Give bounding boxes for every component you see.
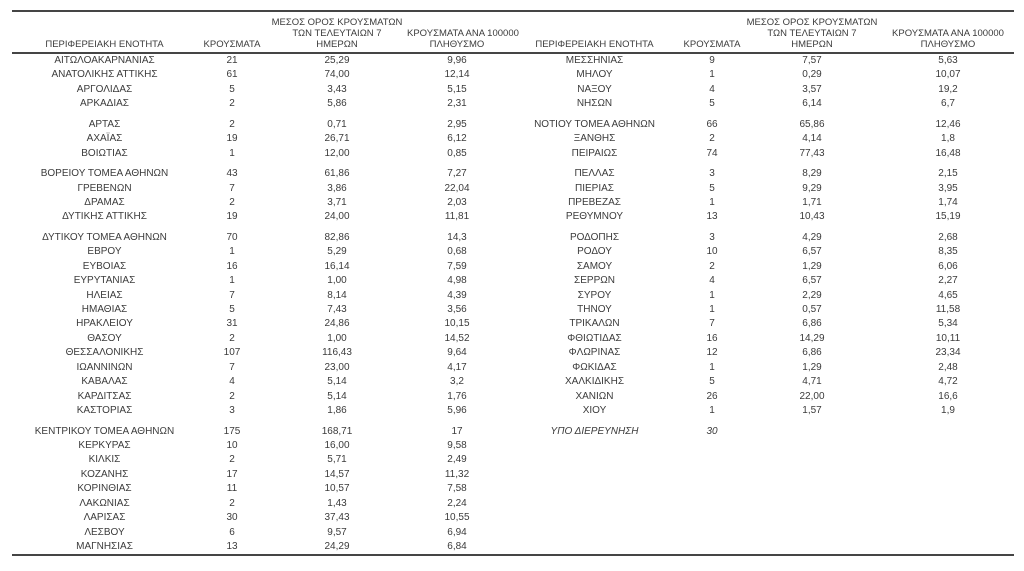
region-cell: ΒΟΙΩΤΙΑΣ <box>81 147 128 159</box>
avg7-cell: 24,86 <box>324 318 350 330</box>
table-row <box>12 210 1014 224</box>
cases-cell: 1 <box>229 275 235 287</box>
cases-cell: 7 <box>709 318 715 330</box>
table-rows <box>12 54 1014 554</box>
avg7-cell: 24,00 <box>324 211 350 223</box>
avg7-cell: 1,00 <box>327 275 347 287</box>
region-cell: ΣΥΡΟΥ <box>577 289 612 301</box>
cases-cell: 2 <box>229 196 235 208</box>
per100k-cell: 16,6 <box>938 390 958 402</box>
table-row <box>12 317 1014 331</box>
avg7-cell: 7,57 <box>802 55 822 66</box>
avg7-cell: 6,57 <box>802 246 822 258</box>
region-cell: ΗΡΑΚΛΕΙΟΥ <box>76 318 133 330</box>
table-row <box>12 346 1014 360</box>
region-cell: ΚΑΣΤΟΡΙΑΣ <box>76 405 133 417</box>
region-cell: ΡΕΘΥΜΝΟΥ <box>565 211 624 223</box>
per100k-cell: 7,27 <box>447 168 467 180</box>
header-region-left: ΠΕΡΙΦΕΡΕΙΑΚΗ ΕΝΟΤΗΤΑ <box>45 39 164 50</box>
table-row <box>12 375 1014 389</box>
avg7-cell: 2,29 <box>802 289 822 301</box>
avg7-cell: 24,29 <box>324 541 350 552</box>
region-cell: ΑΡΓΟΛΙΔΑΣ <box>76 83 133 95</box>
cases-cell: 19 <box>226 133 238 145</box>
per100k-cell: 14,52 <box>444 332 470 344</box>
cases-cell: 5 <box>709 182 715 194</box>
region-cell: ΕΒΡΟΥ <box>87 246 122 258</box>
region-cell: ΘΑΣΟΥ <box>87 332 122 344</box>
avg7-cell: 10,57 <box>324 483 350 495</box>
table-row <box>12 118 1014 132</box>
table-row <box>12 361 1014 375</box>
per100k-cell: 10,15 <box>444 318 470 330</box>
cases-cell: 30 <box>226 512 238 524</box>
cases-cell: 2 <box>229 332 235 344</box>
region-cell: ΣΕΡΡΩΝ <box>574 275 615 287</box>
per100k-cell: 5,34 <box>938 318 958 330</box>
avg7-cell: 7,43 <box>327 304 347 315</box>
region-cell: ΒΟΡΕΙΟΥ ΤΟΜΕΑ ΑΘΗΝΩΝ <box>40 168 169 180</box>
cases-cell: 5 <box>229 83 235 95</box>
region-cell: ΘΕΣΣΑΛΟΝΙΚΗΣ <box>65 347 144 359</box>
per100k-cell: 11,58 <box>935 304 961 315</box>
avg7-cell: 1,71 <box>802 196 822 208</box>
per100k-cell: 22,04 <box>444 182 470 194</box>
cases-cell: 7 <box>229 289 235 301</box>
per100k-cell: 7,59 <box>447 260 467 272</box>
per100k-cell: 11,81 <box>444 211 470 223</box>
avg7-cell: 82,86 <box>324 231 350 243</box>
per100k-cell: 15,19 <box>935 211 961 223</box>
header-per100k-right <box>882 28 1014 50</box>
avg7-cell: 37,43 <box>324 512 350 524</box>
cases-cell: 10 <box>706 246 718 258</box>
table-row <box>12 425 1014 439</box>
cases-cell: 26 <box>706 390 718 402</box>
avg7-cell: 3,86 <box>327 182 347 194</box>
header-line: ΜΕΣΟΣ ΟΡΟΣ ΚΡΟΥΣΜΑΤΩΝ <box>746 17 878 28</box>
header-line: ΠΛΗΘΥΣΜΟ <box>429 39 485 50</box>
cases-cell: 1 <box>229 246 235 258</box>
cases-cell: 175 <box>223 425 241 437</box>
cases-cell: 66 <box>706 118 718 130</box>
per100k-cell: 19,2 <box>938 83 958 95</box>
cases-cell: 5 <box>709 98 715 110</box>
region-cell: ΦΘΙΩΤΙΔΑΣ <box>567 332 622 344</box>
region-cell: ΕΥΡΥΤΑΝΙΑΣ <box>73 275 136 287</box>
table-row <box>12 289 1014 303</box>
per100k-cell: 7,58 <box>447 483 467 495</box>
per100k-cell: 5,15 <box>447 83 467 95</box>
avg7-cell: 1,57 <box>802 405 822 417</box>
avg7-cell: 6,14 <box>802 98 822 110</box>
per100k-cell: 6,12 <box>447 133 467 145</box>
cases-cell: 6 <box>229 526 235 538</box>
region-cell: ΤΡΙΚΑΛΩΝ <box>569 318 620 330</box>
per100k-cell: 2,95 <box>447 118 467 130</box>
region-cell: ΛΕΣΒΟΥ <box>84 526 125 538</box>
table-row <box>12 83 1014 97</box>
avg7-cell: 168,71 <box>321 425 353 437</box>
cases-cell: 3 <box>709 168 715 180</box>
avg7-cell: 1,29 <box>802 260 822 272</box>
region-cell: ΦΛΩΡΙΝΑΣ <box>568 347 621 359</box>
per100k-cell: 4,98 <box>447 275 467 287</box>
avg7-cell: 5,71 <box>327 454 347 466</box>
avg7-cell: 16,14 <box>324 260 350 272</box>
table-row <box>12 540 1014 554</box>
per100k-cell: 2,03 <box>447 196 467 208</box>
per100k-cell: 1,9 <box>941 405 955 417</box>
region-cell: ΔΥΤΙΚΗΣ ΑΤΤΙΚΗΣ <box>62 211 147 223</box>
regional-cases-table <box>12 10 1014 556</box>
per100k-cell: 2,68 <box>938 231 958 243</box>
cases-cell: 19 <box>226 211 238 223</box>
region-cell: ΥΠΟ ΔΙΕΡΕΥΝΗΣΗ <box>550 425 639 437</box>
region-cell: ΠΕΛΛΑΣ <box>574 168 615 180</box>
avg7-cell: 14,57 <box>324 468 350 480</box>
cases-cell: 4 <box>709 83 715 95</box>
avg7-cell: 16,00 <box>324 439 350 451</box>
cases-cell: 1 <box>709 69 715 81</box>
avg7-cell: 10,43 <box>799 211 825 223</box>
cases-cell: 107 <box>223 347 241 359</box>
per100k-cell: 1,76 <box>447 390 467 402</box>
avg7-cell: 77,43 <box>799 147 825 159</box>
avg7-cell: 1,43 <box>327 497 347 509</box>
cases-cell: 1 <box>709 304 715 315</box>
region-cell: ΜΑΓΝΗΣΙΑΣ <box>76 541 133 552</box>
cases-cell: 2 <box>709 133 715 145</box>
table-row <box>12 482 1014 496</box>
region-cell: ΠΙΕΡΙΑΣ <box>575 182 614 194</box>
region-cell: ΜΕΣΣΗΝΙΑΣ <box>565 55 624 66</box>
table-row <box>12 68 1014 82</box>
avg7-cell: 6,57 <box>802 275 822 287</box>
region-cell: ΚΟΖΑΝΗΣ <box>80 468 129 480</box>
cases-cell: 30 <box>706 425 718 437</box>
region-cell: ΠΡΕΒΕΖΑΣ <box>568 196 621 208</box>
cases-cell: 5 <box>229 304 235 315</box>
per100k-cell: 14,3 <box>447 231 467 243</box>
avg7-cell: 12,00 <box>324 147 350 159</box>
avg7-cell: 0,71 <box>327 118 347 130</box>
table-bottom-rule <box>12 554 1014 556</box>
region-cell: ΓΡΕΒΕΝΩΝ <box>77 182 132 194</box>
header-line: ΚΡΟΥΣΜΑΤΑ ΑΝΑ 100000 <box>892 28 1004 39</box>
cases-cell: 7 <box>229 182 235 194</box>
avg7-cell: 6,86 <box>802 347 822 359</box>
region-cell: ΑΧΑΪΑΣ <box>86 133 123 145</box>
avg7-cell: 3,57 <box>802 83 822 95</box>
table-row <box>12 274 1014 288</box>
avg7-cell: 9,57 <box>327 526 347 538</box>
per100k-cell: 3,56 <box>447 304 467 315</box>
cases-cell: 10 <box>226 439 238 451</box>
cases-cell: 13 <box>706 211 718 223</box>
header-avg7-right <box>742 17 882 50</box>
region-cell: ΧΙΟΥ <box>582 405 607 417</box>
per100k-cell: 3,95 <box>938 182 958 194</box>
region-cell: ΝΟΤΙΟΥ ΤΟΜΕΑ ΑΘΗΝΩΝ <box>534 118 655 130</box>
cases-cell: 1 <box>709 289 715 301</box>
region-cell: ΧΑΛΚΙΔΙΚΗΣ <box>565 376 624 388</box>
header-line: ΗΜΕΡΩΝ <box>316 39 358 50</box>
region-cell: ΑΝΑΤΟΛΙΚΗΣ ΑΤΤΙΚΗΣ <box>51 69 158 81</box>
region-cell: ΚΙΛΚΙΣ <box>88 454 121 466</box>
avg7-cell: 116,43 <box>322 347 352 359</box>
cases-cell: 1 <box>229 147 235 159</box>
region-cell: ΚΟΡΙΝΘΙΑΣ <box>77 483 132 495</box>
per100k-cell: 1,74 <box>938 196 958 208</box>
region-cell: ΚΕΝΤΡΙΚΟΥ ΤΟΜΕΑ ΑΘΗΝΩΝ <box>34 425 175 437</box>
avg7-cell: 1,00 <box>327 332 347 344</box>
region-cell: ΛΑΚΩΝΙΑΣ <box>79 497 130 509</box>
cases-cell: 4 <box>229 376 235 388</box>
header-line: ΚΡΟΥΣΜΑΤΑ ΑΝΑ 100000 <box>407 28 519 39</box>
region-cell: ΡΟΔΟΥ <box>577 246 612 258</box>
avg7-cell: 74,00 <box>324 69 350 81</box>
per100k-cell: 8,35 <box>938 246 958 258</box>
header-line: ΤΩΝ ΤΕΛΕΥΤΑΙΩΝ 7 <box>767 28 857 39</box>
table-row <box>12 303 1014 317</box>
region-cell: ΑΙΤΩΛΟΑΚΑΡΝΑΝΙΑΣ <box>54 55 155 66</box>
region-cell: ΧΑΝΙΩΝ <box>575 390 614 402</box>
header-region-right: ΠΕΡΙΦΕΡΕΙΑΚΗ ΕΝΟΤΗΤΑ <box>535 39 654 50</box>
region-cell: ΡΟΔΟΠΗΣ <box>569 231 620 243</box>
region-cell: ΑΡΚΑΔΙΑΣ <box>80 98 129 110</box>
region-cell: ΤΗΝΟΥ <box>577 304 612 315</box>
region-cell: ΚΑΡΔΙΤΣΑΣ <box>77 390 132 402</box>
header-cases-left: ΚΡΟΥΣΜΑΤΑ <box>203 39 261 50</box>
region-cell: ΜΗΛΟΥ <box>576 69 613 81</box>
per100k-cell: 16,48 <box>935 147 961 159</box>
table-row <box>12 404 1014 418</box>
cases-cell: 1 <box>709 361 715 373</box>
cases-cell: 31 <box>226 318 238 330</box>
per100k-cell: 1,8 <box>941 133 955 145</box>
cases-cell: 43 <box>226 168 238 180</box>
table-row <box>12 526 1014 540</box>
avg7-cell: 5,14 <box>327 390 347 402</box>
avg7-cell: 1,29 <box>802 361 822 373</box>
table-row <box>12 182 1014 196</box>
avg7-cell: 26,71 <box>324 133 350 145</box>
avg7-cell: 14,29 <box>799 332 825 344</box>
header-cases-right: ΚΡΟΥΣΜΑΤΑ <box>683 39 741 50</box>
table-row <box>12 511 1014 525</box>
header-line: ΠΛΗΘΥΣΜΟ <box>920 39 976 50</box>
cases-cell: 2 <box>229 118 235 130</box>
table-row <box>12 439 1014 453</box>
per100k-cell: 2,31 <box>447 98 467 110</box>
per100k-cell: 4,72 <box>938 376 958 388</box>
cases-cell: 12 <box>706 347 718 359</box>
avg7-cell: 3,43 <box>327 83 347 95</box>
table-row <box>12 245 1014 259</box>
header-line: ΤΩΝ ΤΕΛΕΥΤΑΙΩΝ 7 <box>292 28 382 39</box>
cases-cell: 17 <box>226 468 238 480</box>
avg7-cell: 8,29 <box>802 168 822 180</box>
avg7-cell: 65,86 <box>799 118 825 130</box>
region-cell: ΔΡΑΜΑΣ <box>84 196 125 208</box>
avg7-cell: 1,86 <box>327 405 347 417</box>
cases-cell: 7 <box>229 361 235 373</box>
per100k-cell: 4,17 <box>447 361 467 373</box>
per100k-cell: 6,94 <box>447 526 467 538</box>
cases-cell: 9 <box>709 55 715 66</box>
header-line: ΜΕΣΟΣ ΟΡΟΣ ΚΡΟΥΣΜΑΤΩΝ <box>271 17 403 28</box>
per100k-cell: 12,14 <box>444 69 470 81</box>
avg7-cell: 25,29 <box>324 55 350 66</box>
cases-cell: 61 <box>226 69 238 81</box>
cases-cell: 16 <box>706 332 718 344</box>
per100k-cell: 2,15 <box>938 168 958 180</box>
cases-cell: 2 <box>229 390 235 402</box>
per100k-cell: 6,84 <box>447 541 467 552</box>
per100k-cell: 3,2 <box>450 376 464 388</box>
region-cell: ΗΜΑΘΙΑΣ <box>81 304 128 315</box>
avg7-cell: 9,29 <box>802 182 822 194</box>
cases-cell: 21 <box>226 55 238 66</box>
region-cell: ΛΑΡΙΣΑΣ <box>83 512 126 524</box>
avg7-cell: 0,57 <box>802 304 822 315</box>
region-cell: ΗΛΕΙΑΣ <box>86 289 123 301</box>
per100k-cell: 10,07 <box>935 69 961 81</box>
table-row <box>12 468 1014 482</box>
per100k-cell: 23,34 <box>935 347 961 359</box>
region-cell: ΚΑΒΑΛΑΣ <box>81 376 128 388</box>
avg7-cell: 61,86 <box>324 168 350 180</box>
region-cell: ΑΡΤΑΣ <box>88 118 121 130</box>
avg7-cell: 8,14 <box>327 289 347 301</box>
table-row <box>12 54 1014 68</box>
table-row <box>12 231 1014 245</box>
cases-cell: 11 <box>226 483 238 495</box>
cases-cell: 2 <box>229 98 235 110</box>
region-cell: ΦΩΚΙΔΑΣ <box>572 361 617 373</box>
cases-cell: 3 <box>229 405 235 417</box>
table-row <box>12 332 1014 346</box>
table-row <box>12 390 1014 404</box>
table-header-row <box>12 10 1014 54</box>
region-cell: ΔΥΤΙΚΟΥ ΤΟΜΕΑ ΑΘΗΝΩΝ <box>42 231 167 243</box>
region-cell: ΚΕΡΚΥΡΑΣ <box>78 439 131 451</box>
per100k-cell: 6,06 <box>938 260 958 272</box>
per100k-cell: 0,68 <box>447 246 467 258</box>
region-cell: ΝΗΣΩΝ <box>576 98 613 110</box>
cases-cell: 16 <box>226 260 238 272</box>
table-row <box>12 453 1014 467</box>
region-cell: ΠΕΙΡΑΙΩΣ <box>571 147 618 159</box>
cases-cell: 1 <box>709 196 715 208</box>
avg7-cell: 4,29 <box>802 231 822 243</box>
per100k-cell: 5,63 <box>938 55 958 66</box>
per100k-cell: 2,27 <box>938 275 958 287</box>
header-avg7-left <box>267 17 407 50</box>
table-row <box>12 260 1014 274</box>
per100k-cell: 2,24 <box>447 497 467 509</box>
avg7-cell: 0,29 <box>802 69 822 81</box>
per100k-cell: 2,48 <box>938 361 958 373</box>
cases-cell: 5 <box>709 376 715 388</box>
per100k-cell: 17 <box>451 425 463 437</box>
per100k-cell: 12,46 <box>935 118 961 130</box>
avg7-cell: 5,86 <box>327 98 347 110</box>
header-per100k-left <box>407 28 519 50</box>
table-row <box>12 97 1014 111</box>
avg7-cell: 4,71 <box>802 376 822 388</box>
avg7-cell: 5,29 <box>327 246 347 258</box>
cases-cell: 2 <box>229 497 235 509</box>
per100k-cell: 2,49 <box>447 454 467 466</box>
avg7-cell: 23,00 <box>324 361 350 373</box>
region-cell: ΕΥΒΟΙΑΣ <box>82 260 127 272</box>
cases-cell: 70 <box>226 231 238 243</box>
table-row <box>12 497 1014 511</box>
region-cell: ΝΑΞΟΥ <box>577 83 612 95</box>
table-row <box>12 167 1014 181</box>
cases-cell: 74 <box>706 147 718 159</box>
avg7-cell: 3,71 <box>327 196 347 208</box>
per100k-cell: 11,32 <box>444 468 470 480</box>
cases-cell: 1 <box>709 405 715 417</box>
region-cell: ΙΩΑΝΝΙΝΩΝ <box>76 361 133 373</box>
per100k-cell: 10,55 <box>444 512 470 524</box>
per100k-cell: 4,39 <box>447 289 467 301</box>
header-line: ΗΜΕΡΩΝ <box>791 39 833 50</box>
per100k-cell: 6,7 <box>941 98 955 110</box>
per100k-cell: 9,96 <box>447 55 467 66</box>
cases-cell: 13 <box>226 541 238 552</box>
avg7-cell: 22,00 <box>799 390 825 402</box>
cases-cell: 3 <box>709 231 715 243</box>
cases-cell: 4 <box>709 275 715 287</box>
avg7-cell: 5,14 <box>327 376 347 388</box>
avg7-cell: 6,86 <box>802 318 822 330</box>
per100k-cell: 5,96 <box>447 405 467 417</box>
table-row <box>12 196 1014 210</box>
table-row <box>12 147 1014 161</box>
per100k-cell: 0,85 <box>447 147 467 159</box>
per100k-cell: 4,65 <box>938 289 958 301</box>
per100k-cell: 9,64 <box>447 347 467 359</box>
per100k-cell: 9,58 <box>447 439 467 451</box>
table-row <box>12 132 1014 146</box>
region-cell: ΞΑΝΘΗΣ <box>573 133 616 145</box>
cases-cell: 2 <box>229 454 235 466</box>
region-cell: ΣΑΜΟΥ <box>576 260 613 272</box>
cases-cell: 2 <box>709 260 715 272</box>
avg7-cell: 4,14 <box>802 133 822 145</box>
per100k-cell: 10,11 <box>935 332 961 344</box>
